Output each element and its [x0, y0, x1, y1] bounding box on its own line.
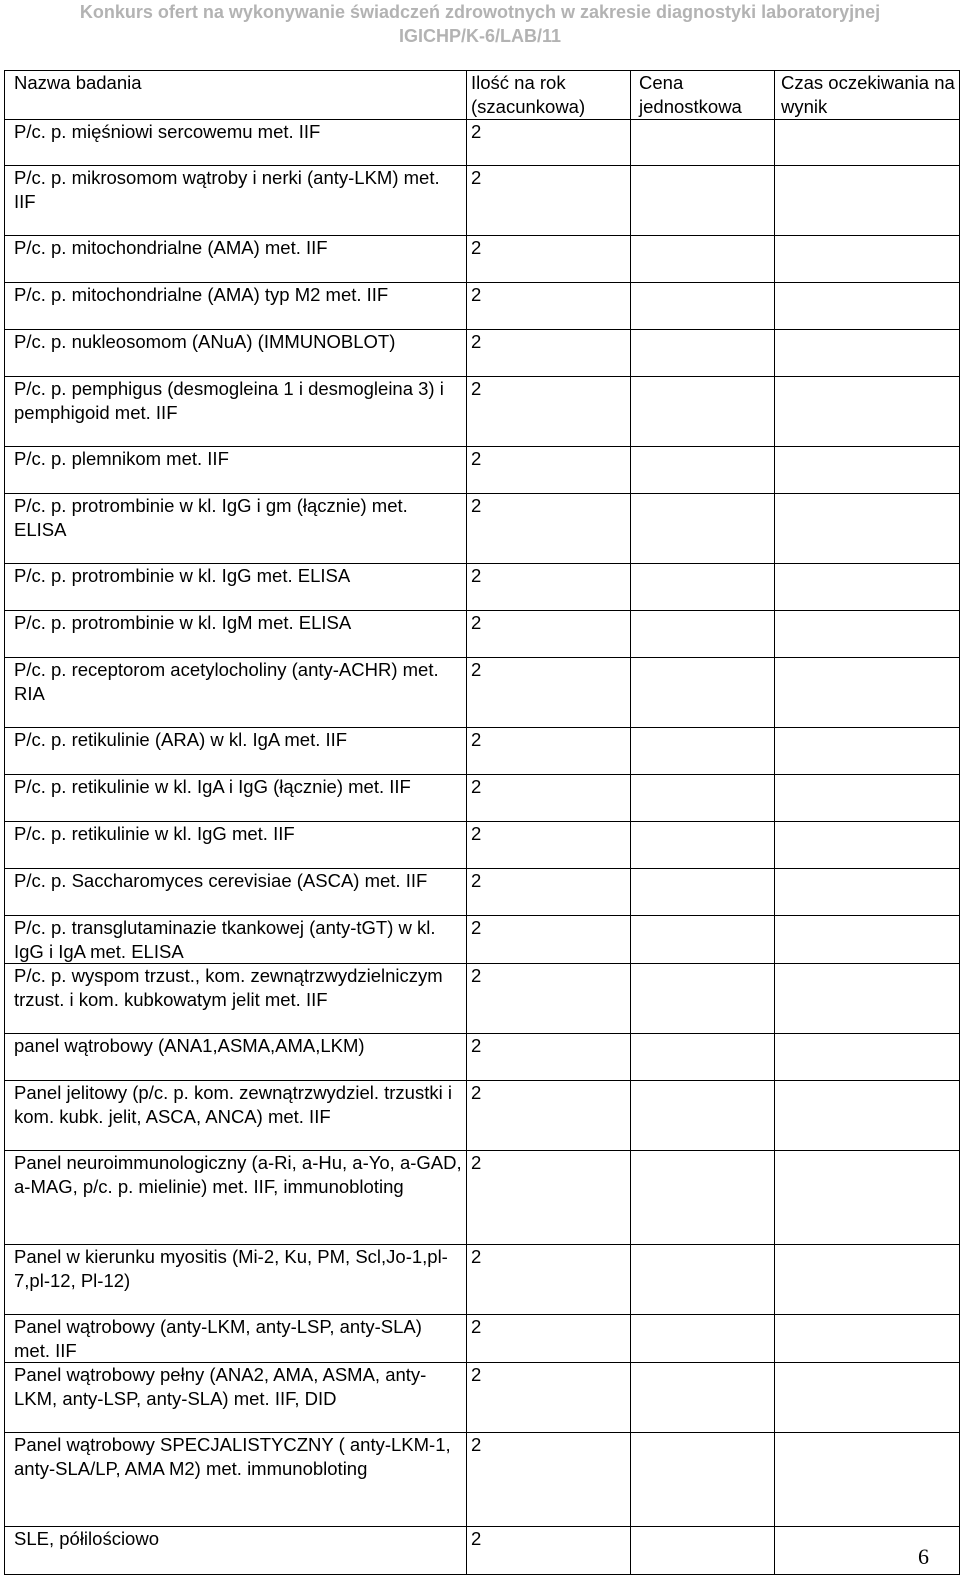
unit-price-cell: [631, 658, 775, 728]
quantity-cell: [467, 1363, 631, 1433]
quantity-value: 2: [471, 776, 482, 797]
quantity-value: 2: [471, 1035, 482, 1056]
quantity-value: 2: [471, 237, 482, 258]
table-row: [5, 728, 960, 775]
quantity-value: 2: [471, 1434, 482, 1455]
test-name: Panel jelitowy (p/c. p. kom. zewnątrzwydziel. trzustki i kom. kubk. jelit, ASCA, ANCA) met. IIF: [14, 1082, 452, 1127]
waiting-time-cell: [775, 236, 960, 283]
waiting-time-cell: [775, 916, 960, 964]
unit-price-cell: [631, 728, 775, 775]
quantity-cell: [467, 822, 631, 869]
quantity-value: 2: [471, 1246, 482, 1267]
table-row: [5, 611, 960, 658]
table-body: [5, 120, 960, 1575]
waiting-time-cell: [775, 775, 960, 822]
test-name: P/c. p. mięśniowi sercowemu met. IIF: [14, 121, 321, 142]
quantity-cell: [467, 728, 631, 775]
waiting-time-cell: [775, 611, 960, 658]
table-row: [5, 494, 960, 564]
quantity-value: 2: [471, 284, 482, 305]
waiting-time-cell: [775, 330, 960, 377]
table-row: [5, 658, 960, 728]
table-row: [5, 1363, 960, 1433]
test-name: P/c. p. protrombinie w kl. IgM met. ELISA: [14, 612, 352, 633]
unit-price-cell: [631, 964, 775, 1034]
test-name: P/c. p. plemnikom met. IIF: [14, 448, 229, 469]
column-header-unit-price: Cena jednostkowa: [631, 71, 775, 120]
quantity-cell: [467, 1433, 631, 1527]
quantity-cell: [467, 564, 631, 611]
table-row: [5, 330, 960, 377]
test-name: Panel wątrobowy SPECJALISTYCZNY ( anty-LKM-1, anty-SLA/LP, AMA M2) met. immunobloting: [14, 1434, 451, 1479]
quantity-cell: [467, 775, 631, 822]
table-row: [5, 283, 960, 330]
test-name-cell: [5, 964, 467, 1034]
test-name-cell: [5, 494, 467, 564]
waiting-time-cell: [775, 283, 960, 330]
test-name-cell: [5, 166, 467, 236]
unit-price-cell: [631, 611, 775, 658]
table-row: [5, 1034, 960, 1081]
quantity-cell: [467, 120, 631, 166]
waiting-time-cell: [775, 377, 960, 447]
unit-price-cell: [631, 1245, 775, 1315]
unit-price-cell: [631, 377, 775, 447]
unit-price-cell: [631, 283, 775, 330]
quantity-value: 2: [471, 167, 482, 188]
table-row: [5, 447, 960, 494]
quantity-value: 2: [471, 612, 482, 633]
test-name-cell: [5, 1081, 467, 1151]
waiting-time-cell: [775, 964, 960, 1034]
test-name: SLE, półilościowo: [14, 1528, 159, 1549]
quantity-cell: [467, 1081, 631, 1151]
test-name: Panel neuroimmunologiczny (a-Ri, a-Hu, a-Yo, a-GAD, a-MAG, p/c. p. mielinie) met. IIF, immunobloting: [14, 1152, 462, 1197]
quantity-value: 2: [471, 1152, 482, 1173]
waiting-time-cell: [775, 1081, 960, 1151]
waiting-time-cell: [775, 869, 960, 916]
test-name-cell: [5, 1034, 467, 1081]
table-row: [5, 964, 960, 1034]
quantity-value: 2: [471, 378, 482, 399]
column-header-waiting-time: Czas oczekiwania na wynik: [775, 71, 960, 120]
test-name: P/c. p. wyspom trzust., kom. zewnątrzwydzielniczym trzust. i kom. kubkowatym jelit met. IIF: [14, 965, 443, 1010]
table-header-row: [5, 71, 960, 120]
quantity-value: 2: [471, 965, 482, 986]
test-name: P/c. p. pemphigus (desmogleina 1 i desmogleina 3) i pemphigoid met. IIF: [14, 378, 444, 423]
unit-price-cell: [631, 916, 775, 964]
waiting-time-cell: [775, 166, 960, 236]
table-row: [5, 377, 960, 447]
quantity-cell: [467, 611, 631, 658]
unit-price-cell: [631, 447, 775, 494]
table-row: [5, 1315, 960, 1363]
unit-price-cell: [631, 775, 775, 822]
waiting-time-cell: [775, 1151, 960, 1245]
quantity-value: 2: [471, 823, 482, 844]
test-name: P/c. p. mitochondrialne (AMA) typ M2 met. IIF: [14, 284, 389, 305]
table-row: [5, 1081, 960, 1151]
test-name: P/c. p. Saccharomyces cerevisiae (ASCA) met. IIF: [14, 870, 428, 891]
waiting-time-cell: [775, 822, 960, 869]
unit-price-cell: [631, 1315, 775, 1363]
test-name-cell: [5, 236, 467, 283]
page-header: [0, 0, 960, 48]
table-row: [5, 564, 960, 611]
table-row: [5, 916, 960, 964]
waiting-time-cell: [775, 658, 960, 728]
waiting-time-cell: [775, 564, 960, 611]
quantity-cell: [467, 658, 631, 728]
test-name-cell: [5, 916, 467, 964]
test-name-cell: [5, 611, 467, 658]
quantity-value: 2: [471, 1316, 482, 1337]
quantity-value: 2: [471, 659, 482, 680]
quantity-value: 2: [471, 495, 482, 516]
test-name-cell: [5, 728, 467, 775]
test-name: P/c. p. mikrosomom wątroby i nerki (anty-LKM) met. IIF: [14, 167, 440, 212]
quantity-value: 2: [471, 870, 482, 891]
quantity-cell: [467, 964, 631, 1034]
table-row: [5, 1245, 960, 1315]
test-name-cell: [5, 377, 467, 447]
header-reference: IGICHP/K-6/LAB/11: [398, 26, 562, 46]
quantity-cell: [467, 1315, 631, 1363]
table-row: [5, 166, 960, 236]
quantity-cell: [467, 236, 631, 283]
quantity-cell: [467, 1245, 631, 1315]
test-name: P/c. p. protrombinie w kl. IgG i gm (łącznie) met. ELISA: [14, 495, 408, 540]
unit-price-cell: [631, 1081, 775, 1151]
quantity-value: 2: [471, 565, 482, 586]
waiting-time-cell: [775, 494, 960, 564]
quantity-cell: [467, 1527, 631, 1575]
header-title: Konkurs ofert na wykonywanie świadczeń zdrowotnych w zakresie diagnostyki laboratoryjnej: [79, 2, 881, 22]
quantity-cell: [467, 494, 631, 564]
test-name-cell: [5, 330, 467, 377]
unit-price-cell: [631, 1433, 775, 1527]
waiting-time-cell: [775, 1433, 960, 1527]
unit-price-cell: [631, 494, 775, 564]
quantity-value: 2: [471, 1082, 482, 1103]
test-name: P/c. p. retikulinie w kl. IgG met. IIF: [14, 823, 295, 844]
waiting-time-cell: [775, 120, 960, 166]
waiting-time-cell: [775, 447, 960, 494]
test-name: P/c. p. retikulinie w kl. IgA i IgG (łącznie) met. IIF: [14, 776, 411, 797]
unit-price-cell: [631, 236, 775, 283]
unit-price-cell: [631, 1363, 775, 1433]
column-header-quantity: Ilość na rok (szacunkowa): [467, 71, 631, 120]
unit-price-cell: [631, 120, 775, 166]
quantity-value: 2: [471, 448, 482, 469]
test-name-cell: [5, 869, 467, 916]
test-name-cell: [5, 1151, 467, 1245]
quantity-value: 2: [471, 729, 482, 750]
quantity-cell: [467, 377, 631, 447]
quantity-cell: [467, 916, 631, 964]
table-row: [5, 775, 960, 822]
table-row: [5, 120, 960, 166]
quantity-value: 2: [471, 1528, 482, 1549]
quantity-cell: [467, 330, 631, 377]
test-name: P/c. p. retikulinie (ARA) w kl. IgA met. IIF: [14, 729, 348, 750]
quantity-value: 2: [471, 1364, 482, 1385]
test-name: P/c. p. receptorom acetylocholiny (anty-ACHR) met. RIA: [14, 659, 439, 704]
lab-tests-table: [4, 70, 960, 1575]
test-name-cell: [5, 1363, 467, 1433]
quantity-cell: [467, 447, 631, 494]
quantity-cell: [467, 166, 631, 236]
table-row: [5, 822, 960, 869]
test-name-cell: [5, 775, 467, 822]
test-name-cell: [5, 1245, 467, 1315]
test-name: P/c. p. protrombinie w kl. IgG met. ELISA: [14, 565, 351, 586]
table-row: [5, 1433, 960, 1527]
table-row: [5, 1151, 960, 1245]
quantity-cell: [467, 1034, 631, 1081]
quantity-cell: [467, 869, 631, 916]
quantity-value: 2: [471, 121, 482, 142]
table-row: [5, 236, 960, 283]
quantity-value: 2: [471, 917, 482, 938]
test-name-cell: [5, 1433, 467, 1527]
test-name-cell: [5, 1315, 467, 1363]
test-name-cell: [5, 822, 467, 869]
test-name-cell: [5, 283, 467, 330]
unit-price-cell: [631, 1151, 775, 1245]
test-name-cell: [5, 447, 467, 494]
waiting-time-cell: [775, 1245, 960, 1315]
test-name: Panel wątrobowy (anty-LKM, anty-LSP, anty-SLA) met. IIF: [14, 1316, 422, 1361]
test-name: Panel wątrobowy pełny (ANA2, AMA, ASMA, anty-LKM, anty-LSP, anty-SLA) met. IIF, DID: [14, 1364, 427, 1409]
unit-price-cell: [631, 330, 775, 377]
test-name-cell: [5, 658, 467, 728]
column-header-name: Nazwa badania: [5, 71, 467, 120]
waiting-time-cell: [775, 1363, 960, 1433]
test-name: P/c. p. nukleosomom (ANuA) (IMMUNOBLOT): [14, 331, 396, 352]
quantity-value: 2: [471, 331, 482, 352]
unit-price-cell: [631, 1034, 775, 1081]
waiting-time-cell: [775, 1315, 960, 1363]
test-name-cell: [5, 120, 467, 166]
waiting-time-cell: [775, 1527, 960, 1575]
unit-price-cell: [631, 564, 775, 611]
unit-price-cell: [631, 1527, 775, 1575]
unit-price-cell: [631, 166, 775, 236]
page-number: 6: [918, 1544, 929, 1569]
waiting-time-cell: [775, 728, 960, 775]
test-name-cell: [5, 1527, 467, 1575]
waiting-time-cell: [775, 1034, 960, 1081]
unit-price-cell: [631, 869, 775, 916]
test-name: panel wątrobowy (ANA1,ASMA,AMA,LKM): [14, 1035, 365, 1056]
unit-price-cell: [631, 822, 775, 869]
test-name: P/c. p. transglutaminazie tkankowej (anty-tGT) w kl. IgG i IgA met. ELISA: [14, 917, 436, 962]
quantity-cell: [467, 283, 631, 330]
test-name: P/c. p. mitochondrialne (AMA) met. IIF: [14, 237, 328, 258]
test-name-cell: [5, 564, 467, 611]
test-name: Panel w kierunku myositis (Mi-2, Ku, PM, Scl,Jo-1,pl-7,pl-12, Pl-12): [14, 1246, 448, 1291]
table-row: [5, 869, 960, 916]
table-row: [5, 1527, 960, 1575]
quantity-cell: [467, 1151, 631, 1245]
